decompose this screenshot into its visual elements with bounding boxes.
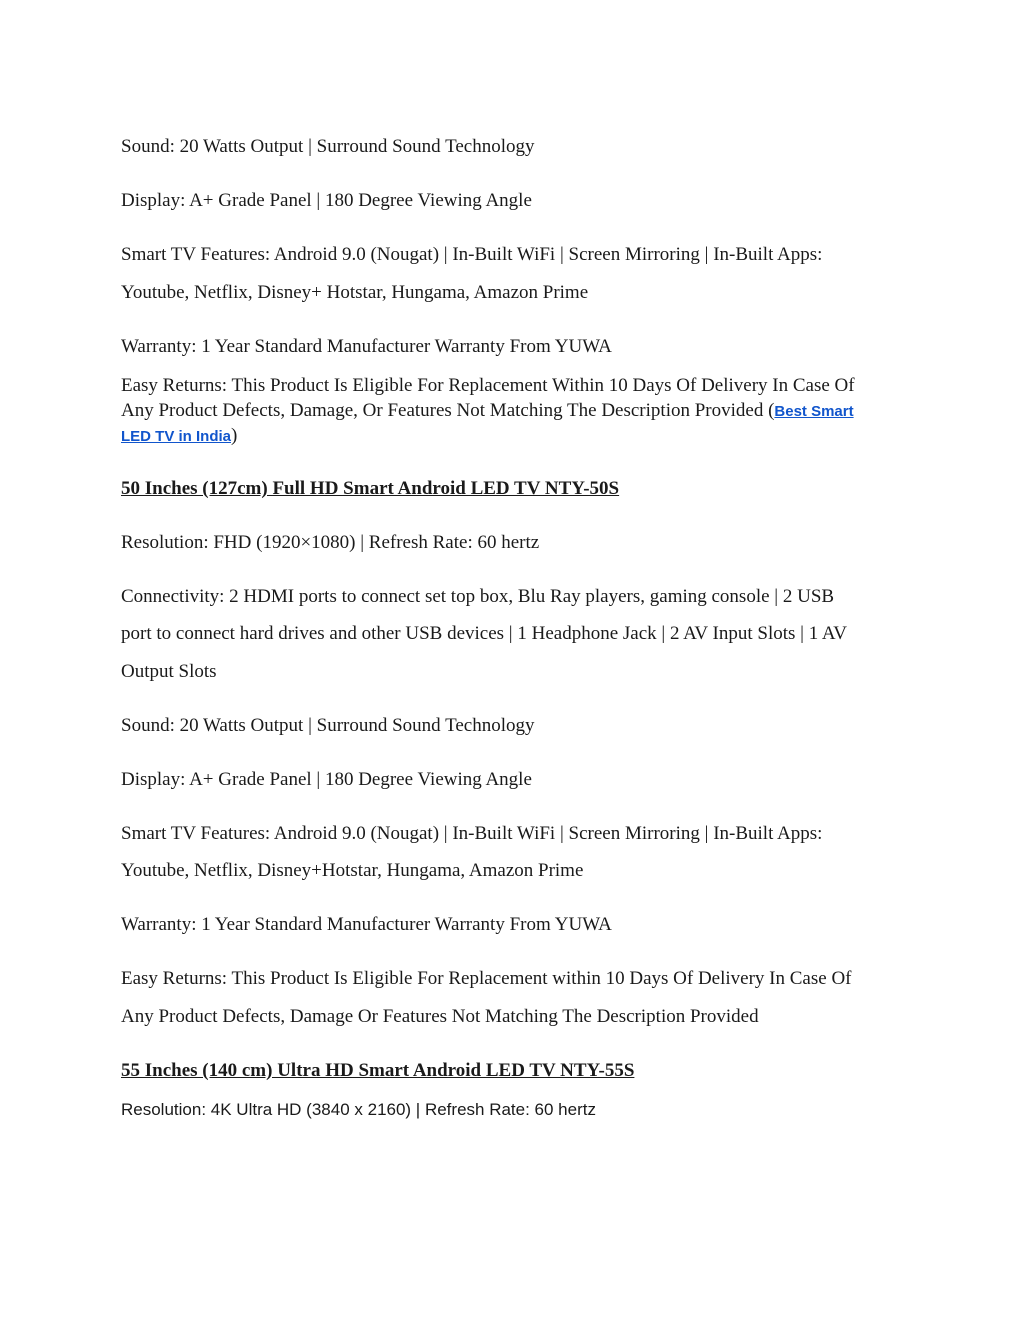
section-50-resolution: Resolution: FHD (1920×1080) | Refresh Rate: 60 hertz <box>121 532 540 553</box>
section-50-smart-line-1: Smart TV Features: Android 9.0 (Nougat) | In-Built WiFi | Screen Mirroring | In-Built Apps: <box>121 823 823 844</box>
smart-features-line-1: Smart TV Features: Android 9.0 (Nougat) | In-Built WiFi | Screen Mirroring | In-Built Apps: <box>121 244 823 265</box>
section-50-connectivity-line-3: Output Slots <box>121 661 217 682</box>
display-spec: Display: A+ Grade Panel | 180 Degree Viewing Angle <box>121 190 532 211</box>
section-55-heading: 55 Inches (140 cm) Ultra HD Smart Android LED TV NTY-55S <box>121 1060 635 1081</box>
section-50-sound: Sound: 20 Watts Output | Surround Sound Technology <box>121 715 535 736</box>
sound-spec: Sound: 20 Watts Output | Surround Sound Technology <box>121 136 535 157</box>
section-50-returns-line-1: Easy Returns: This Product Is Eligible For Replacement within 10 Days Of Delivery In Case Of <box>121 968 852 989</box>
returns-line-3 <box>121 424 237 449</box>
section-50-connectivity-line-1: Connectivity: 2 HDMI ports to connect set top box, Blu Ray players, gaming console | 2 USB <box>121 586 835 607</box>
section-55-resolution: Resolution: 4K Ultra HD (3840 x 2160) | Refresh Rate: 60 hertz <box>121 1100 596 1119</box>
section-50-returns-line-2: Any Product Defects, Damage Or Features Not Matching The Description Provided <box>121 1006 759 1027</box>
led-tv-india-link[interactable]: LED TV in India <box>121 428 232 445</box>
section-50-warranty: Warranty: 1 Year Standard Manufacturer Warranty From YUWA <box>121 914 612 935</box>
section-50-connectivity-line-2: port to connect hard drives and other USB devices | 1 Headphone Jack | 2 AV Input Slots | 1 AV <box>121 623 847 644</box>
returns-line-2 <box>121 399 854 424</box>
close-paren: ) <box>231 425 238 446</box>
returns-line-1: Easy Returns: This Product Is Eligible For Replacement Within 10 Days Of Delivery In Case Of <box>121 375 855 396</box>
smart-features-line-2: Youtube, Netflix, Disney+ Hotstar, Hungama, Amazon Prime <box>121 282 589 303</box>
section-50-display: Display: A+ Grade Panel | 180 Degree Viewing Angle <box>121 769 532 790</box>
returns-line-2-text: Any Product Defects, Damage, Or Features Not Matching The Description Provided ( <box>121 400 775 421</box>
section-50-smart-line-2: Youtube, Netflix, Disney+Hotstar, Hungama, Amazon Prime <box>121 860 584 881</box>
warranty-spec: Warranty: 1 Year Standard Manufacturer Warranty From YUWA <box>121 336 612 357</box>
best-smart-tv-link[interactable]: Best Smart <box>774 403 854 420</box>
section-50-heading: 50 Inches (127cm) Full HD Smart Android LED TV NTY-50S <box>121 478 620 499</box>
